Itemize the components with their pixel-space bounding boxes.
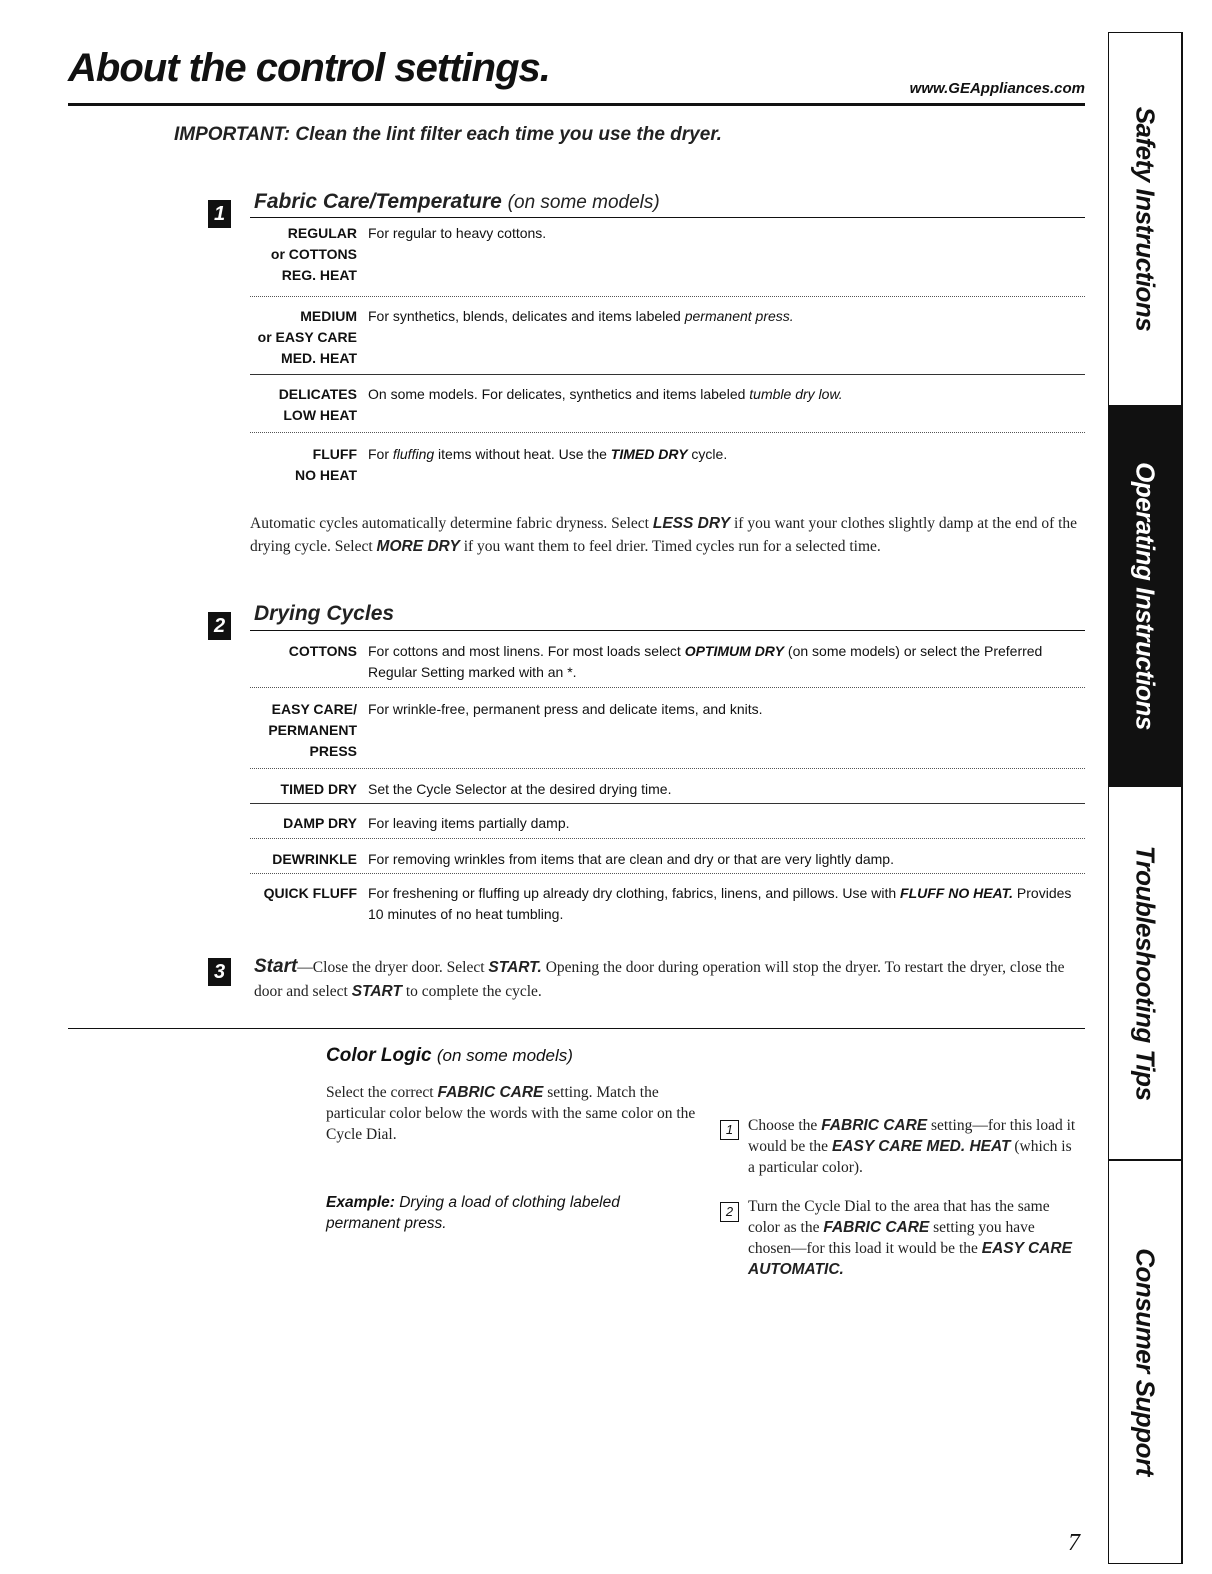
step-text: Turn the Cycle Dial to the area that has the same color as the FABRIC CARE setting you have chosen—for this load it would be the EASY CARE AUTOMATIC. (748, 1198, 1072, 1278)
automatic-cycles-text: Automatic cycles automatically determine fabric dryness. Select LESS DRY if you want your clothes slightly damp at the end of the drying cycle. Select MORE DRY if you want them to feel drier. Timed cycles run for a selected time. (250, 515, 1078, 555)
cycle-description: Set the Cycle Selector at the desired drying time. (368, 781, 672, 797)
section-number-badge: 3 (208, 958, 231, 986)
tab-safety-instructions[interactable]: Safety Instructions (1109, 33, 1181, 407)
section-divider (68, 1028, 1085, 1029)
website-url: www.GEAppliances.com (909, 80, 1085, 97)
color-logic-example: Example: Drying a load of clothing labeled permanent press. (326, 1194, 620, 1232)
cycle-label: QUICK FLUFF (263, 885, 357, 901)
table-row (250, 699, 1085, 769)
cycle-label: DEWRINKLE (272, 851, 357, 867)
section-rule (250, 630, 1085, 631)
color-logic-intro: Select the correct FABRIC CARE setting. Match the particular color below the words with the same color on the Cycle Dial. (326, 1084, 696, 1143)
table-row (250, 444, 1085, 488)
section-heading (254, 190, 660, 214)
page-number: 7 (1068, 1530, 1080, 1556)
section-title: Fabric Care/Temperature (254, 190, 502, 213)
section-rule (250, 217, 1085, 218)
table-row (250, 883, 1085, 929)
table-row (250, 779, 1085, 804)
tab-operating-instructions[interactable]: Operating Instructions (1109, 407, 1181, 787)
table-row (250, 223, 1085, 297)
setting-label: REGULAR or COTTONS REG. HEAT (270, 225, 357, 283)
cycle-description: For freshening or fluffing up already dry clothing, fabrics, linens, and pillows. Use with FLUFF NO HEAT. Provides 10 minutes of no heat tumbling. (368, 885, 1072, 922)
setting-label: FLUFF NO HEAT (295, 446, 357, 483)
table-row (250, 306, 1085, 375)
cycle-description: For removing wrinkles from items that are clean and dry or that are very lightly damp. (368, 851, 894, 867)
step-text: Choose the FABRIC CARE setting—for this load it would be the EASY CARE MED. HEAT (which is a particular color). (748, 1117, 1076, 1176)
step-number: 1 (720, 1120, 739, 1140)
step-number: 2 (720, 1202, 739, 1222)
setting-label: MEDIUM or EASY CARE MED. HEAT (257, 308, 357, 366)
start-instructions: Start—Close the dryer door. Select START. Opening the door during operation will stop the dryer. To restart the dryer, close the door and select START to complete the cycle. (254, 956, 1065, 1000)
section-number-badge: 1 (208, 200, 231, 228)
tab-consumer-support[interactable]: Consumer Support (1130, 1248, 1161, 1476)
section-number-badge: 2 (208, 612, 231, 640)
cycle-description: For leaving items partially damp. (368, 815, 570, 831)
cycle-label: EASY CARE/ PERMANENT PRESS (268, 701, 357, 759)
page-title: About the control settings. (68, 46, 550, 90)
table-row (250, 384, 1085, 433)
cycle-description: For wrinkle-free, permanent press and delicate items, and knits. (368, 701, 763, 717)
table-row (250, 849, 1085, 874)
setting-description: For regular to heavy cottons. (368, 225, 547, 241)
cycle-label: TIMED DRY (280, 781, 357, 797)
section-title: Drying Cycles (254, 602, 395, 625)
section-note: (on some models) (507, 192, 660, 213)
table-row (250, 813, 1085, 839)
color-logic-heading: Color Logic (on some models) (326, 1045, 573, 1066)
table-row (250, 641, 1085, 688)
important-note: IMPORTANT: Clean the lint filter each time you use the dryer. (174, 124, 722, 145)
setting-label: DELICATES LOW HEAT (278, 386, 357, 423)
cycle-label: DAMP DRY (283, 815, 357, 831)
title-rule (68, 103, 1085, 106)
setting-description: For synthetics, blends, delicates and items labeled permanent press. (368, 308, 794, 324)
cycle-description: For cottons and most linens. For most loads select OPTIMUM DRY (on some models) or select the Preferred Regular Setting marked with an *. (368, 643, 1043, 680)
side-tab-bar (1108, 32, 1183, 1564)
tab-troubleshooting-tips[interactable]: Troubleshooting Tips (1109, 787, 1181, 1161)
setting-description: For fluffing items without heat. Use the TIMED DRY cycle. (368, 446, 728, 462)
setting-description: On some models. For delicates, synthetics and items labeled tumble dry low. (368, 386, 843, 402)
cycle-label: COTTONS (288, 643, 357, 659)
